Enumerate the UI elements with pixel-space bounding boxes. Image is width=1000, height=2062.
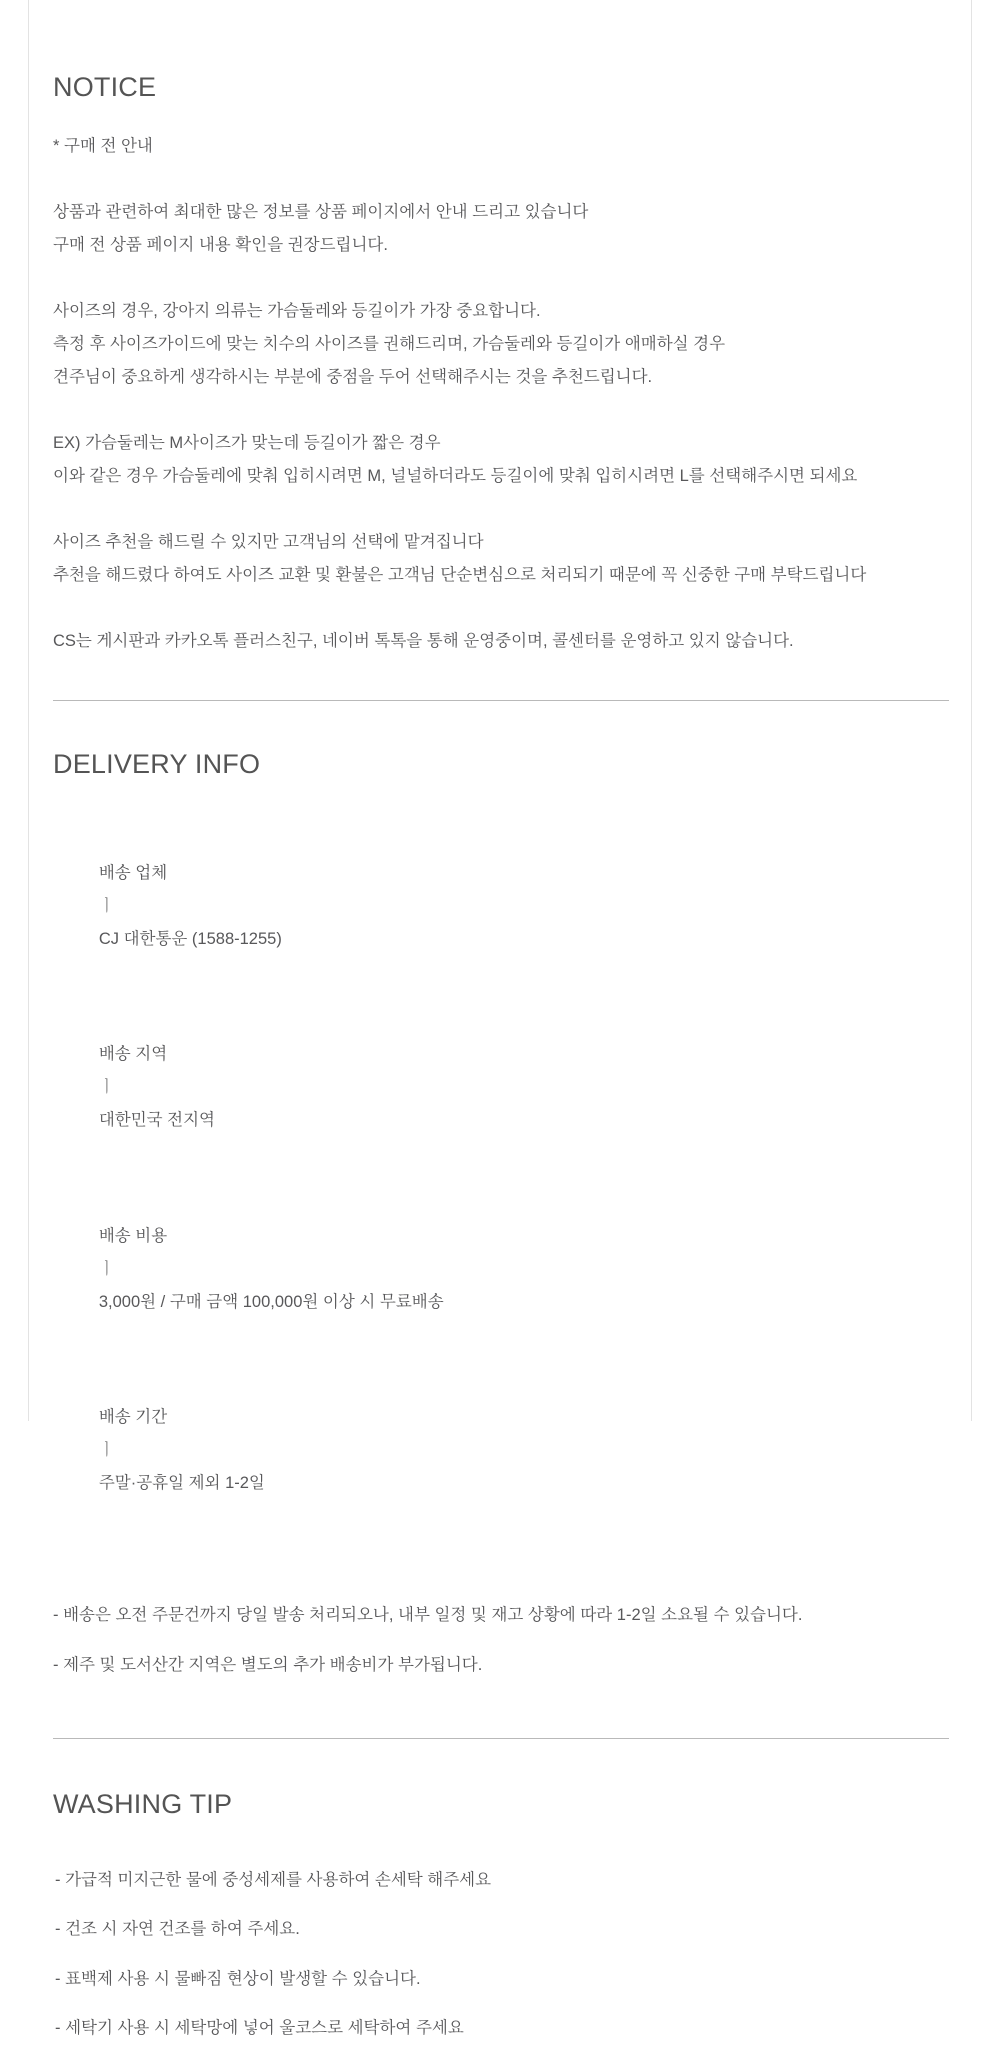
notice-paragraph-4: [53, 526, 949, 592]
delivery-item-separator: ㅣ: [98, 1441, 115, 1459]
page-left-edge: [28, 0, 29, 1421]
delivery-item-label: 배송 기간: [98, 1408, 168, 1426]
washing-tip: - 세탁기 사용 시 세탁망에 넣어 울코스로 세탁하여 주세요: [55, 2019, 464, 2037]
washing-tip-list: [53, 1864, 949, 2046]
notice-text-line: CS는 게시판과 카카오톡 플러스친구, 네이버 톡톡을 통해 운영중이며, 콜센터를 운영하고 있지 않습니다.: [53, 632, 794, 650]
washing-tip: - 가급적 미지근한 물에 중성세제를 사용하여 손세탁 해주세요: [55, 1870, 492, 1889]
notice-intro: * 구매 전 안내: [53, 137, 153, 155]
notice-paragraph-1: [53, 196, 949, 262]
notice-text-line: 이와 같은 경우 가슴둘레에 맞춰 입히시려면 M, 널널하더라도 등길이에 맞춰 입히시려면 L를 선택해주시면 되세요: [53, 467, 858, 485]
delivery-item-label: 배송 업체: [98, 863, 168, 882]
washing-tip: - 건조 시 자연 건조를 하여 주세요.: [55, 1920, 300, 1938]
page-right-edge: [971, 0, 972, 1421]
delivery-notes: [53, 1599, 949, 1682]
notice-text-line: 견주님이 중요하게 생각하시는 부분에 중점을 두어 선택해주시는 것을 추천드립니다.: [53, 368, 653, 386]
delivery-item: [53, 1368, 949, 1533]
section-delivery: [53, 749, 949, 1682]
notice-text-line: 상품과 관련하여 최대한 많은 정보를 상품 페이지에서 안내 드리고 있습니다: [53, 203, 589, 221]
washing-title: WASHING TIP: [53, 1789, 233, 1819]
delivery-info-list: [53, 824, 949, 1534]
notice-text-line: 추천을 해드렸다 하여도 사이즈 교환 및 환불은 고객님 단순변심으로 처리되기 때문에 꼭 신중한 구매 부탁드립니다: [53, 566, 867, 584]
delivery-item: [53, 1187, 949, 1352]
delivery-note: - 배송은 오전 주문건까지 당일 발송 처리되오나, 내부 일정 및 재고 상황에 따라 1-2일 소요될 수 있습니다.: [53, 1606, 803, 1624]
delivery-item-label: 배송 지역: [98, 1045, 168, 1063]
notice-text-line: 구매 전 상품 페이지 내용 확인을 권장드립니다.: [53, 236, 388, 254]
notice-text-line: 사이즈 추천을 해드릴 수 있지만 고객님의 선택에 맡겨집니다: [53, 533, 484, 551]
notice-paragraph-3: [53, 427, 949, 493]
notice-text-line: 사이즈의 경우, 강아지 의류는 가슴둘레와 등길이가 가장 중요합니다.: [53, 302, 541, 320]
delivery-item: [53, 824, 949, 989]
delivery-item-value: 3,000원 / 구매 금액 100,000원 이상 시 무료배송: [98, 1292, 444, 1311]
delivery-note: - 제주 및 도서산간 지역은 별도의 추가 배송비가 부가됩니다.: [53, 1655, 483, 1674]
notice-text-line: 측정 후 사이즈가이드에 맞는 치수의 사이즈를 권해드리며, 가슴둘레와 등길이가 애매하실 경우: [53, 335, 726, 353]
section-washing: [53, 1789, 949, 2045]
delivery-item-separator: ㅣ: [98, 1259, 115, 1278]
section-notice: [53, 0, 949, 658]
delivery-item-separator: ㅣ: [98, 896, 115, 915]
delivery-item-value: 주말·공휴일 제외 1-2일: [98, 1474, 265, 1492]
washing-tip: - 표백제 사용 시 물빠짐 현상이 발생할 수 있습니다.: [55, 1969, 421, 1988]
notice-paragraph-2: [53, 295, 949, 394]
notice-text-line: EX) 가슴둘레는 M사이즈가 맞는데 등길이가 짧은 경우: [53, 434, 441, 452]
notice-title: NOTICE: [53, 72, 157, 102]
notice-paragraph-5: [53, 625, 949, 658]
delivery-item-label: 배송 비용: [98, 1226, 168, 1245]
delivery-item: [53, 1005, 949, 1170]
page-content: [53, 0, 949, 2062]
delivery-item-value: CJ 대한통운 (1588-1255): [98, 929, 282, 948]
delivery-title: DELIVERY INFO: [53, 749, 261, 779]
delivery-item-value: 대한민국 전지역: [98, 1111, 216, 1129]
delivery-item-separator: ㅣ: [98, 1078, 115, 1096]
